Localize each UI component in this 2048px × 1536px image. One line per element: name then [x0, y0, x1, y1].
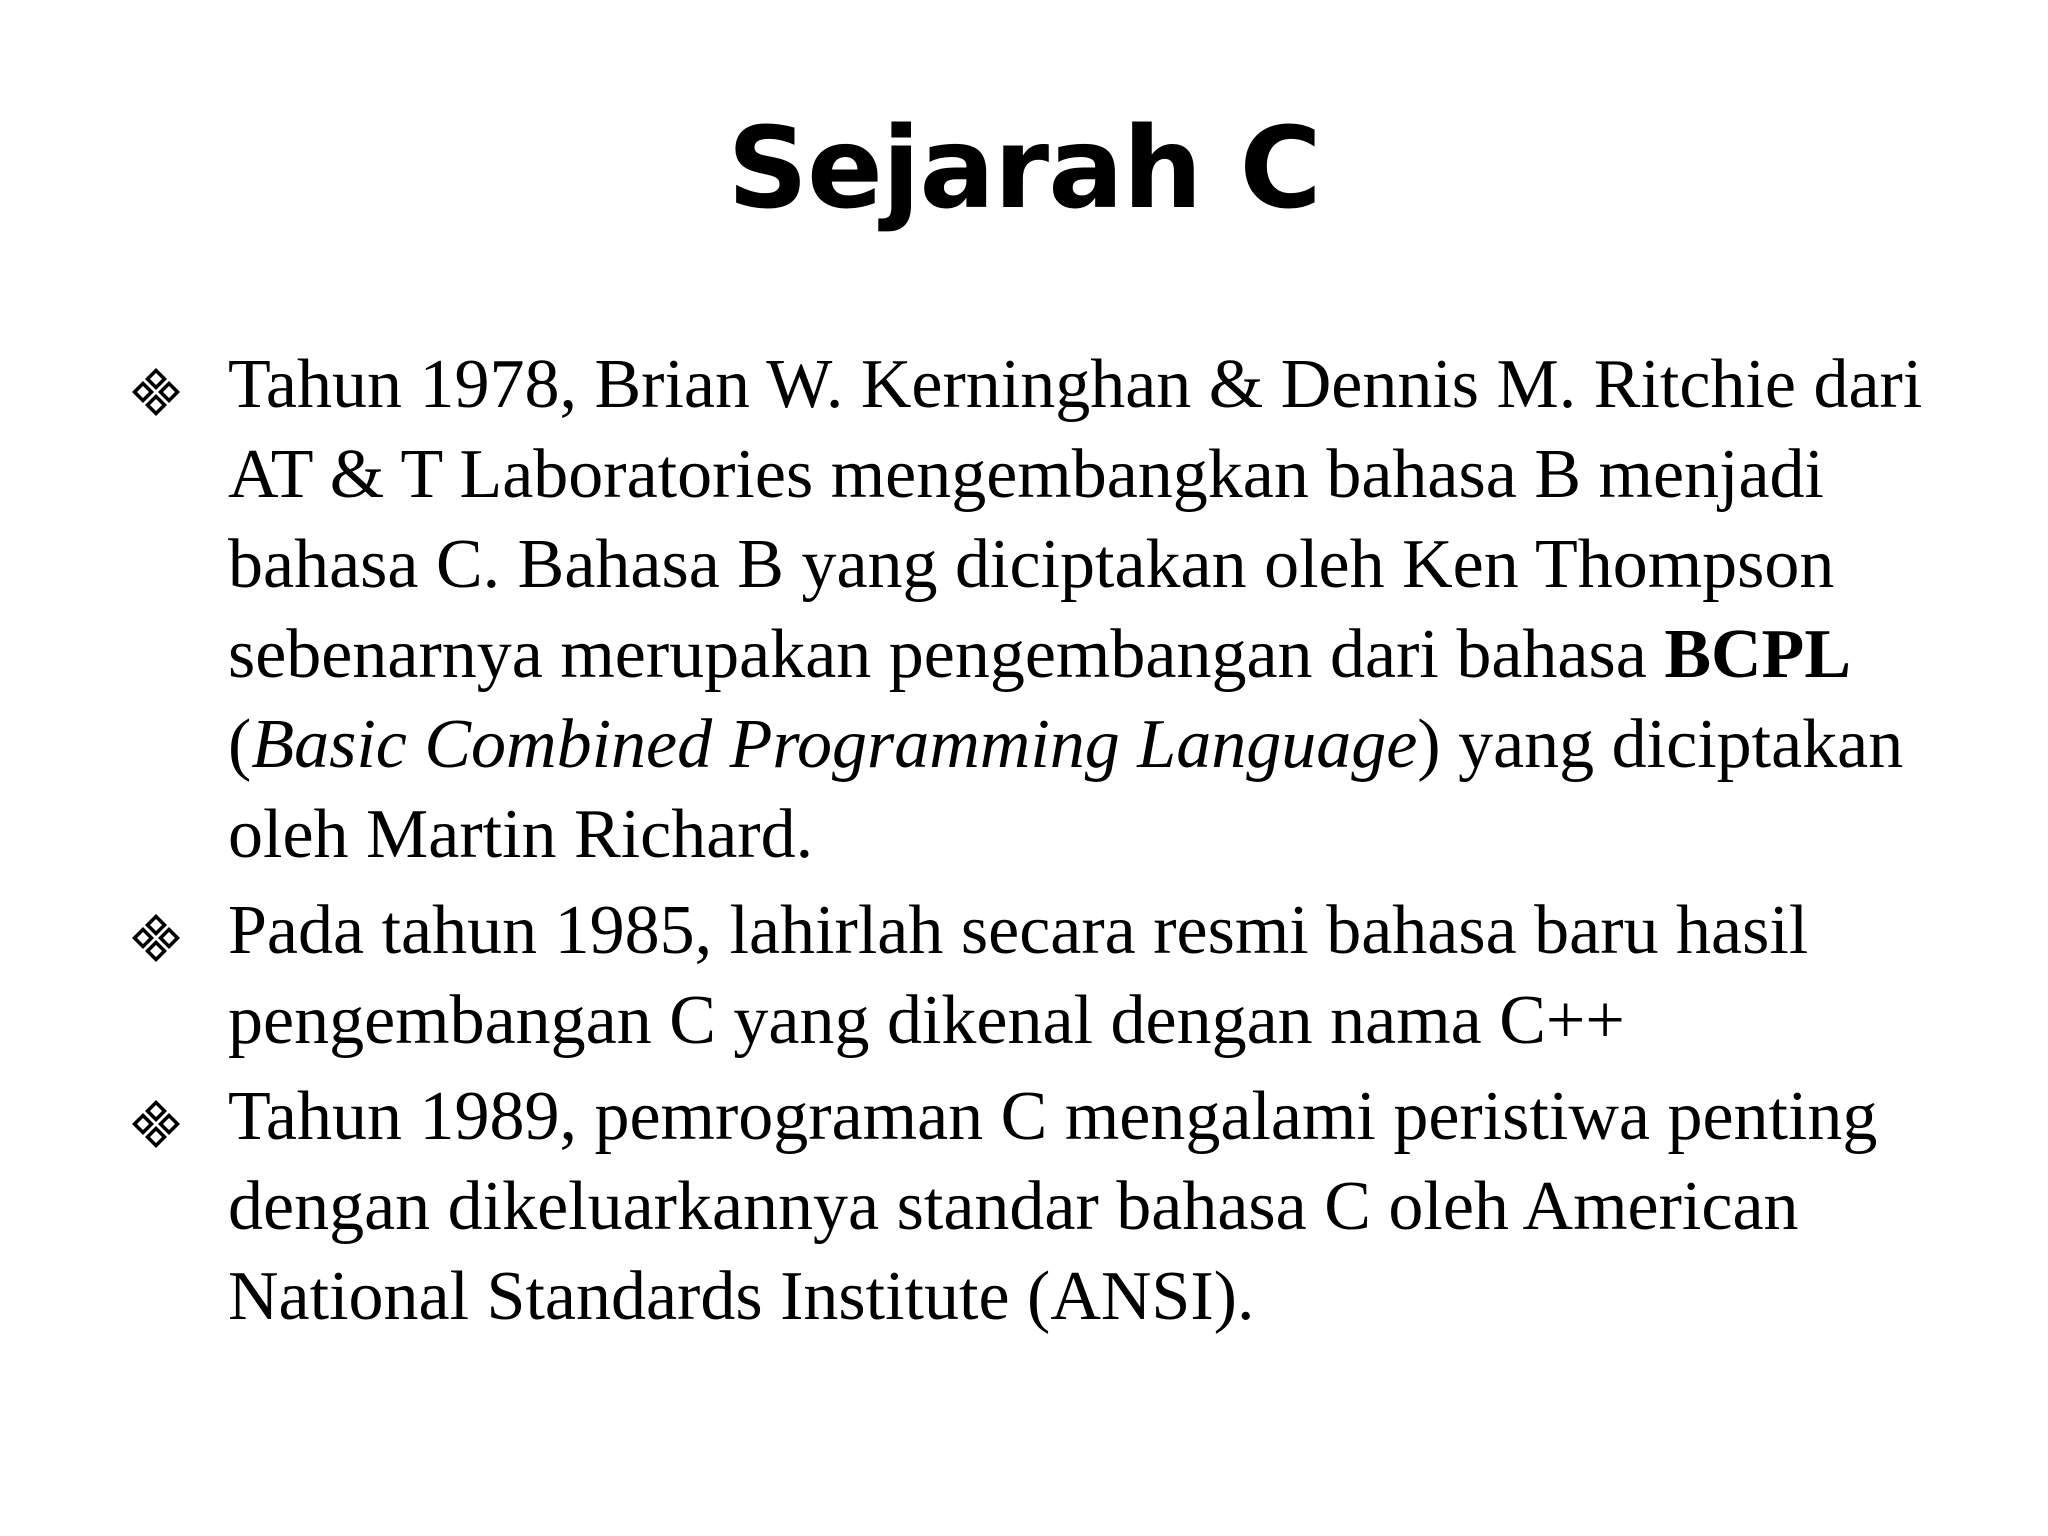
four-diamond-bullet-icon [130, 366, 182, 418]
bullet-text: Pada tahun 1985, lahirlah secara resmi bahasa baru hasil pengembangan C yang dikenal dengan nama C++ [228, 892, 1809, 1059]
bullet-text [228, 346, 1922, 873]
bullet-item-3 [120, 1072, 1940, 1342]
bullet-text-part: ( [228, 706, 252, 783]
bullet-text-part: ) yang diciptakan oleh Martin Richard. [228, 706, 1904, 873]
bullet-item-2 [120, 886, 1940, 1066]
bcpl-expansion-italic: Basic Combined Programming Language [251, 706, 1418, 783]
bullet-item-1 [120, 340, 1940, 880]
bullet-list [120, 340, 1940, 1348]
bcpl-bold-text: BCPL [1664, 616, 1852, 693]
bullet-text-part: Tahun 1978, Brian W. Kerninghan & Dennis M. Ritchie dari AT & T Laboratories mengembangkan bahasa B menjadi bahasa C. Bahasa B yang diciptakan oleh Ken Thompson sebenarnya merupakan pengembangan dari bahasa [228, 346, 1923, 693]
slide-title: Sejarah C [727, 104, 1321, 234]
four-diamond-bullet-icon [130, 912, 182, 964]
bullet-text: Tahun 1989, pemrograman C mengalami peristiwa penting dengan dikeluarkannya standar bahasa C oleh American National Standards Institute (ANSI). [228, 1078, 1878, 1335]
four-diamond-bullet-icon [130, 1098, 182, 1150]
